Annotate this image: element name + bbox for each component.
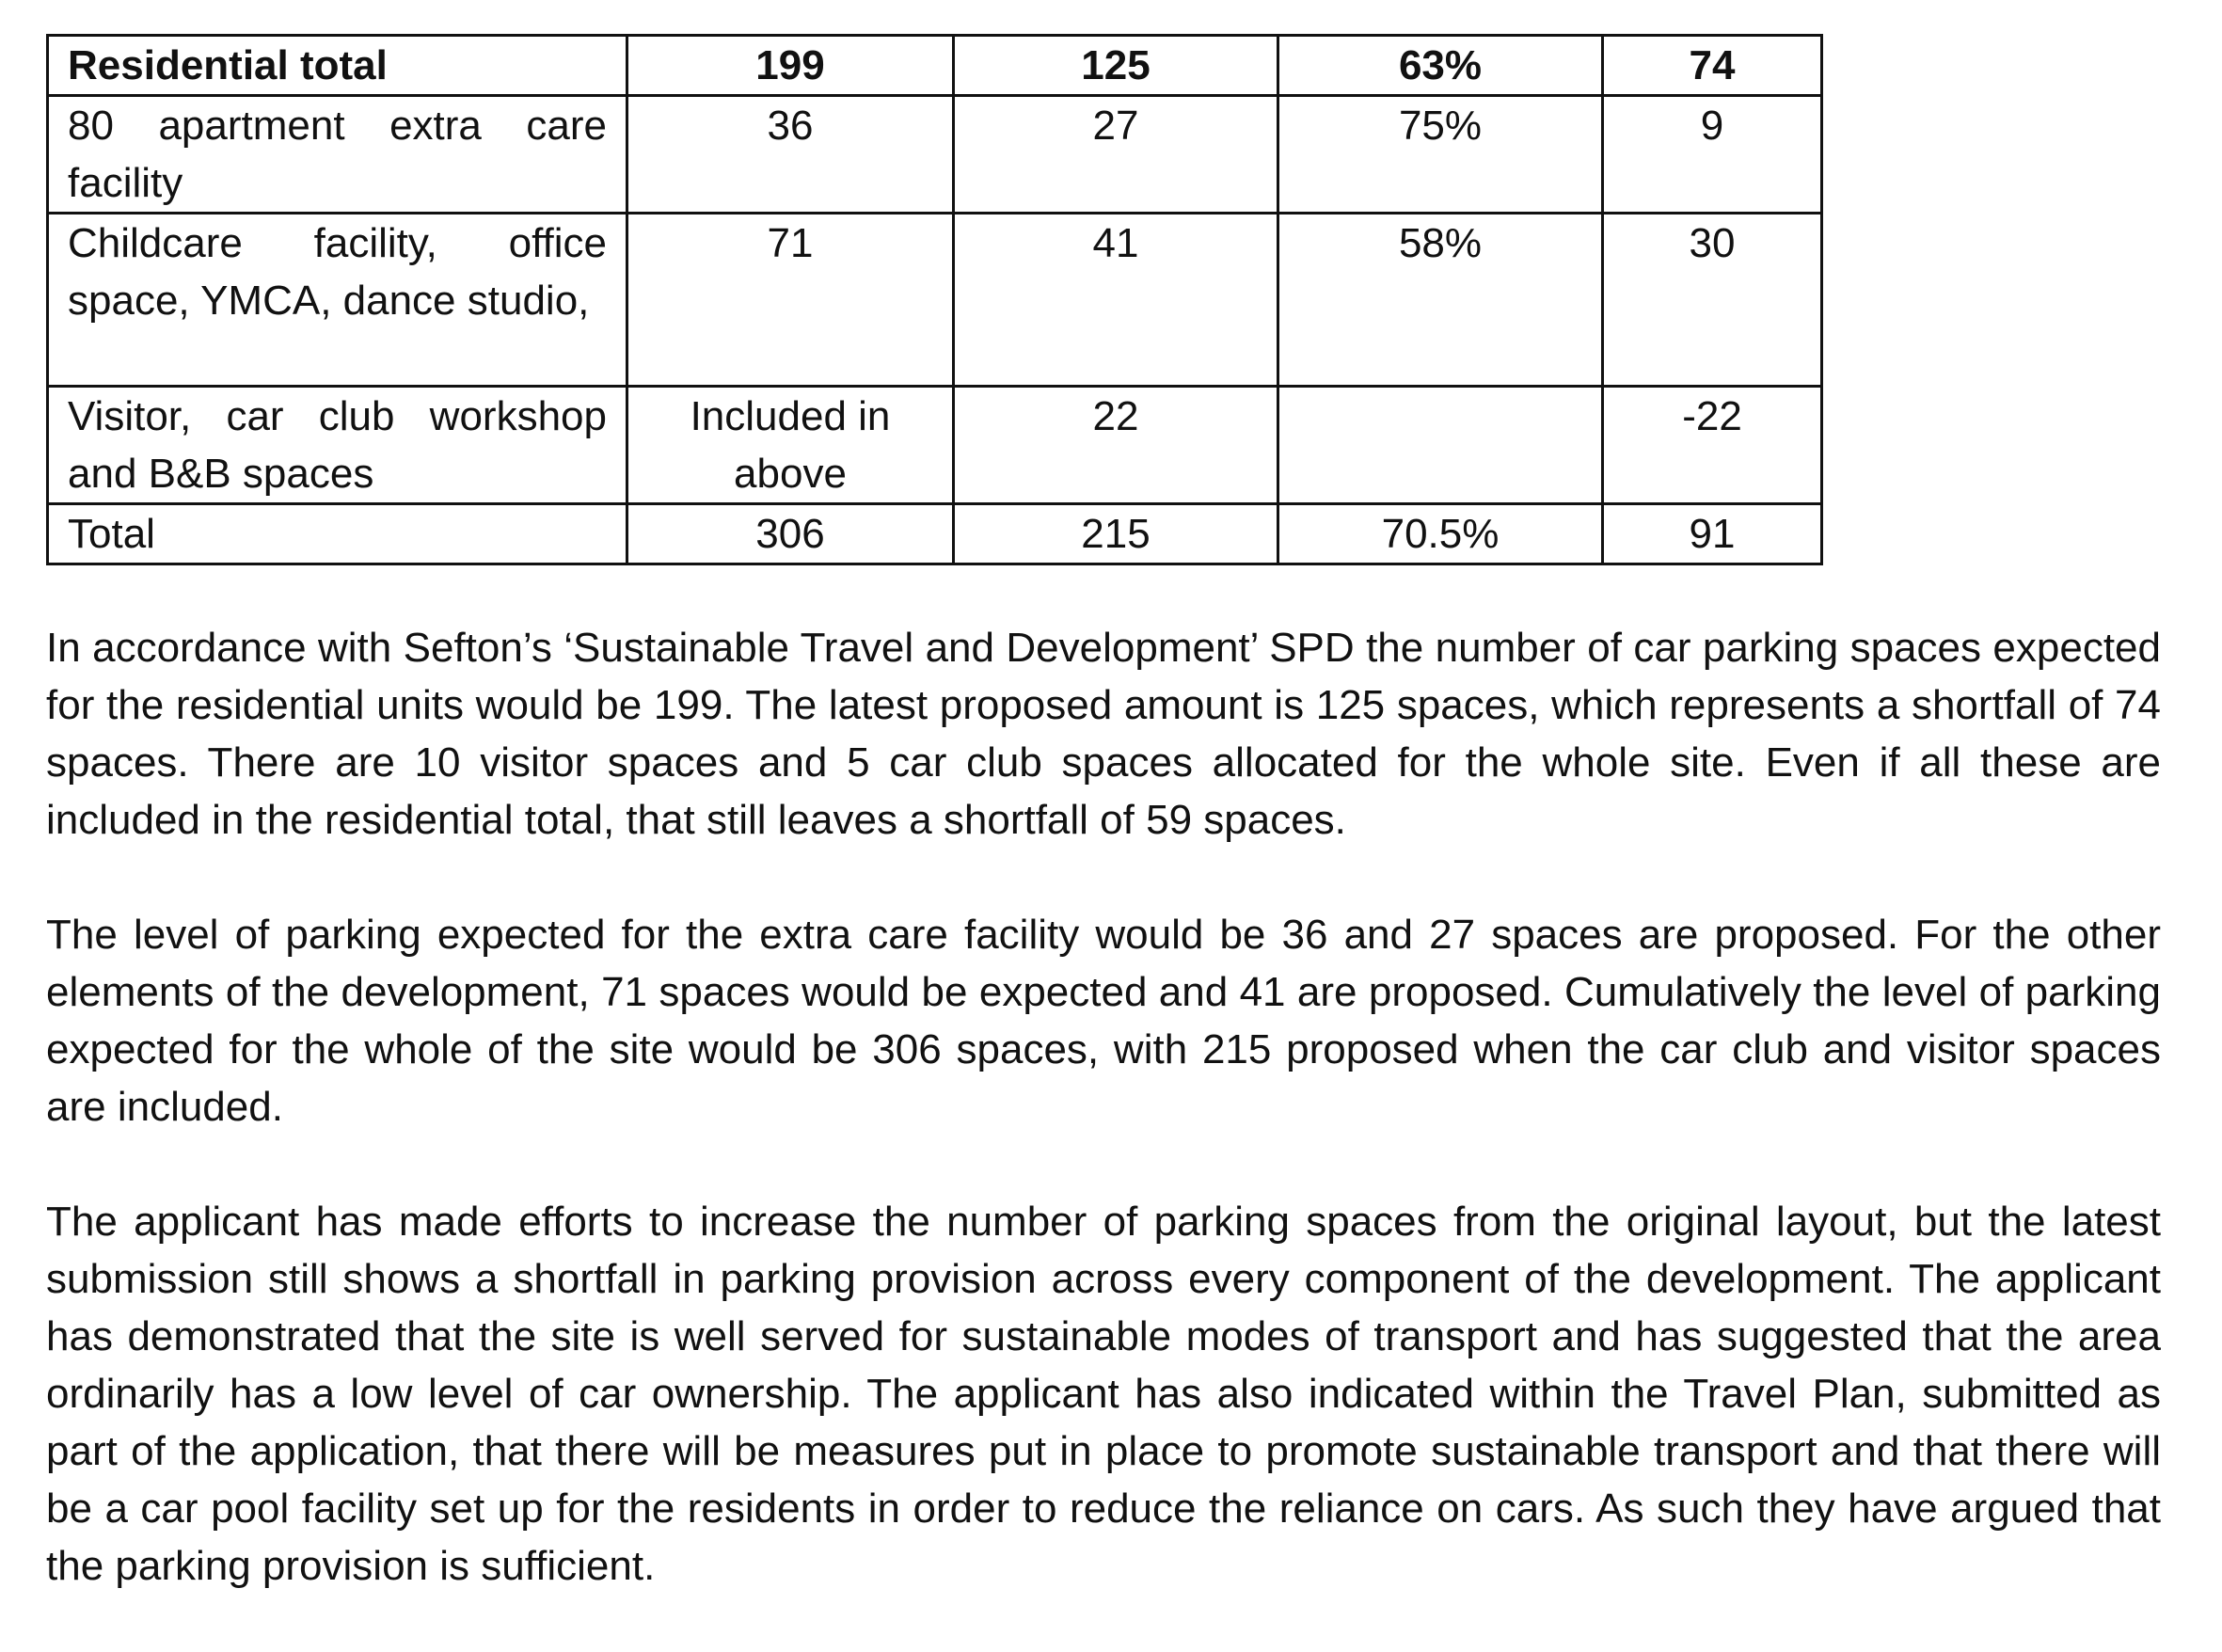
proposed-spaces-cell: 27 — [954, 96, 1278, 214]
percentage-cell: 63% — [1278, 36, 1603, 96]
table-row-extra-care — [48, 96, 1822, 214]
body-text — [46, 619, 2161, 1652]
table-row-childcare-office — [48, 214, 1822, 387]
percentage-cell: 70.5% — [1278, 504, 1603, 564]
expected-spaces-cell: 71 — [627, 214, 954, 387]
row-label: Visitor, car club workshop and B&B spaces — [48, 387, 627, 504]
proposed-spaces-cell: 215 — [954, 504, 1278, 564]
table-row-residential-total — [48, 36, 1822, 96]
shortfall-cell: 9 — [1603, 96, 1822, 214]
percentage-cell — [1278, 387, 1603, 504]
row-label: 80 apartment extra care facility — [48, 96, 627, 214]
paragraph-parking-standards: In accordance with Sefton’s ‘Sustainable Travel and Development’ SPD the number of car parking spaces expected for the residential units would be 199. The latest proposed amount is 125 spaces, which represents a shortfall of 74 spaces. There are 10 visitor spaces and 5 car club spaces allocated for the whole site. Even if all these are included in the residential total, that still leaves a shortfall of 59 spaces. — [46, 625, 2161, 843]
expected-spaces-cell: 199 — [627, 36, 954, 96]
proposed-spaces-cell: 22 — [954, 387, 1278, 504]
shortfall-cell: -22 — [1603, 387, 1822, 504]
expected-spaces-cell: 306 — [627, 504, 954, 564]
paragraph-applicant-argument: The applicant has made efforts to increase the number of parking spaces from the original layout, but the latest submission still shows a shortfall in parking provision across every component of the development. The applicant has demonstrated that the site is well served for sustainable modes of transport and has suggested that the area ordinarily has a low level of car ownership. The applicant has also indicated within the Travel Plan, submitted as part of the application, that there will be measures put in place to promote sustainable transport and that there will be a car pool facility set up for the residents in order to reduce the reliance on cars. As such they have argued that the parking provision is sufficient. — [46, 1199, 2161, 1589]
shortfall-cell: 91 — [1603, 504, 1822, 564]
percentage-cell: 58% — [1278, 214, 1603, 387]
parking-table — [46, 34, 1823, 565]
proposed-spaces-cell: 41 — [954, 214, 1278, 387]
table-row-visitor-car-club — [48, 387, 1822, 504]
table-row-total — [48, 504, 1822, 564]
row-label: Residential total — [48, 36, 627, 96]
shortfall-cell: 30 — [1603, 214, 1822, 387]
row-label: Total — [48, 504, 627, 564]
expected-spaces-cell: Included in above — [627, 387, 954, 504]
proposed-spaces-cell: 125 — [954, 36, 1278, 96]
shortfall-cell: 74 — [1603, 36, 1822, 96]
row-label: Childcare facility, office space, YMCA, dance studio, — [48, 214, 627, 387]
expected-spaces-cell: 36 — [627, 96, 954, 214]
paragraph-extra-care-parking: The level of parking expected for the extra care facility would be 36 and 27 spaces are proposed. For the other elements of the development, 71 spaces would be expected and 41 are proposed. Cumulatively the level of parking expected for the whole of the site would be 306 spaces, with 215 proposed when the car club and visitor spaces are included. — [46, 912, 2161, 1130]
percentage-cell: 75% — [1278, 96, 1603, 214]
